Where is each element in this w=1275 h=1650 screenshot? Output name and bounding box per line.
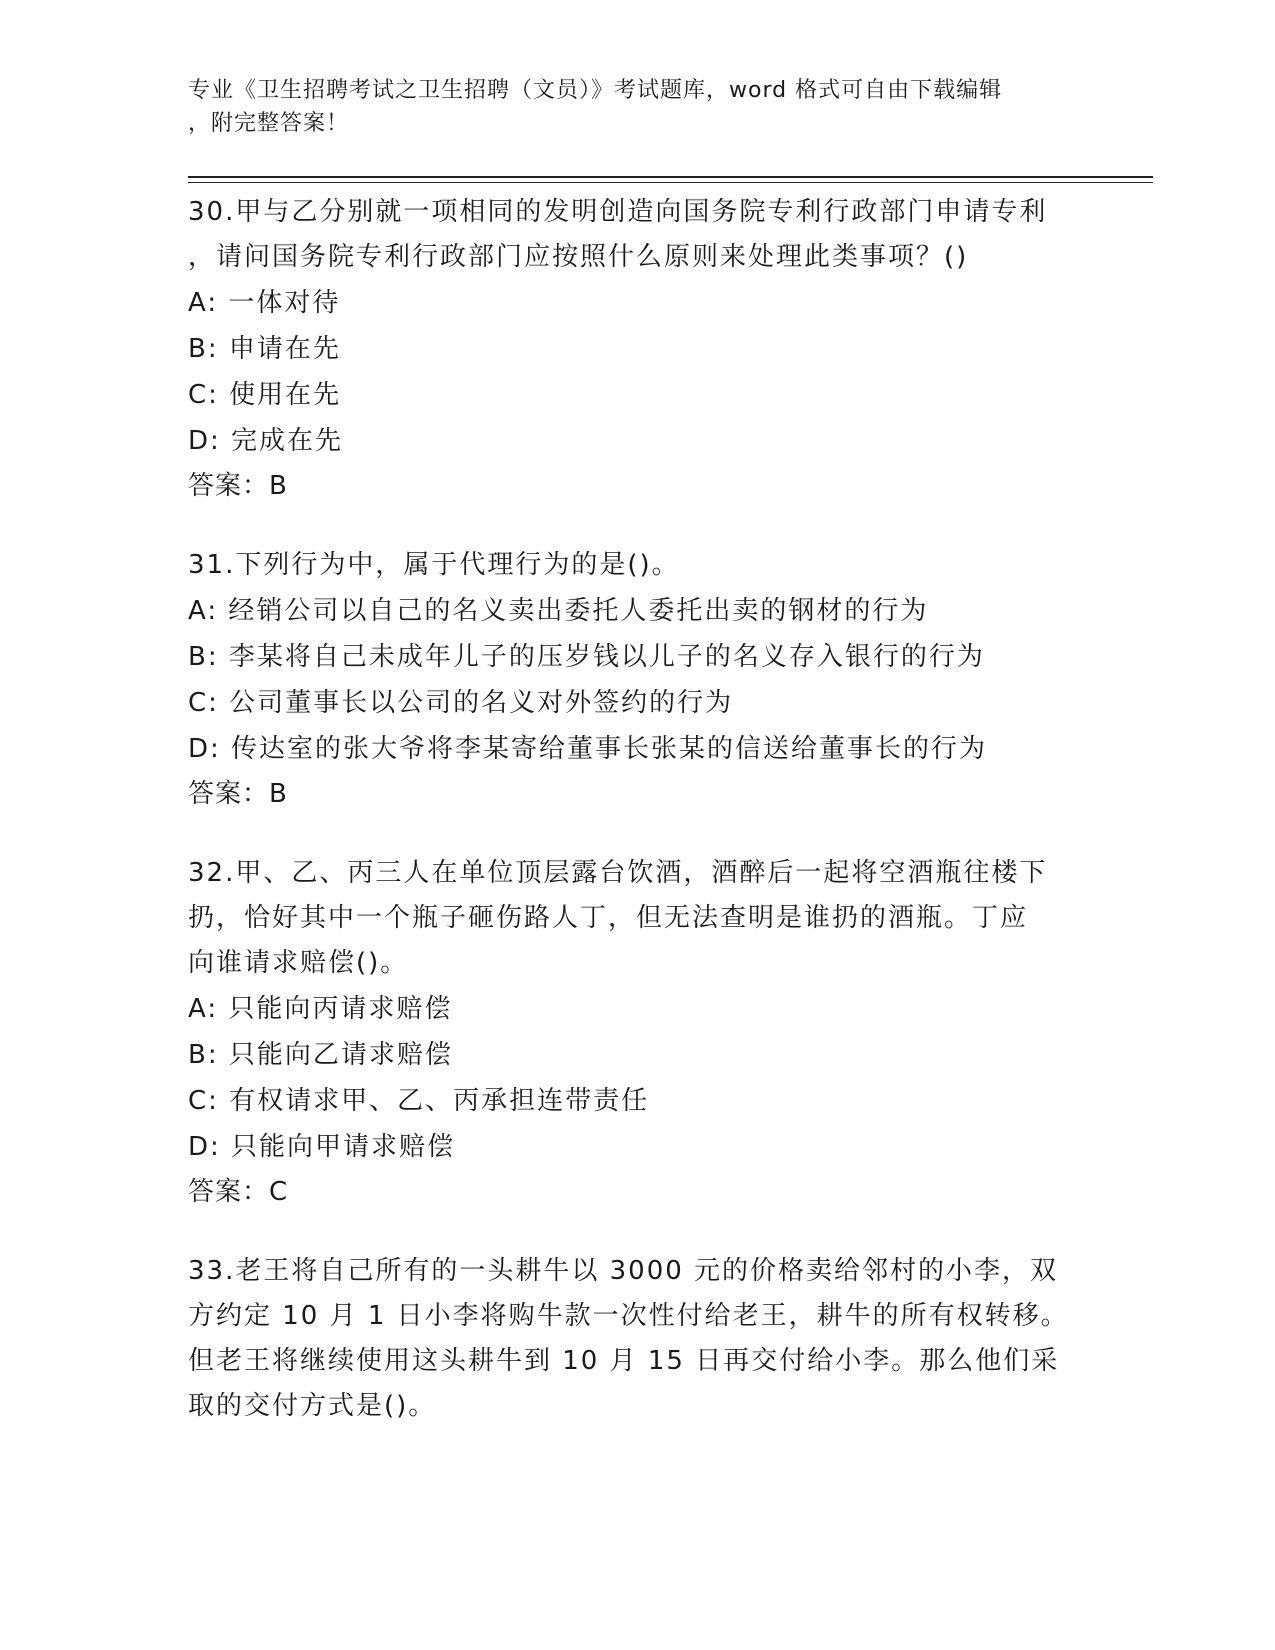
option-b: B: 李某将自己未成年儿子的压岁钱以儿子的名义存入银行的行为: [188, 642, 985, 672]
question-32: [188, 851, 1088, 1214]
option-a: A: 一体对待: [188, 288, 341, 318]
question-text-line: 30.甲与乙分别就一项相同的发明创造向国务院专利行政部门申请专利: [188, 197, 1048, 227]
option-c: C: 使用在先: [188, 380, 342, 410]
option-d: D: 完成在先: [188, 426, 344, 456]
answer: 答案：B: [188, 779, 288, 809]
header-line-1: 专业《卫生招聘考试之卫生招聘（文员）》考试题库，word 格式可自由下载编辑: [188, 78, 1003, 103]
answer: 答案：B: [188, 471, 288, 501]
question-list: [188, 190, 1088, 1464]
question-text-line: 33.老王将自己所有的一头耕牛以 3000 元的价格卖给邻村的小李，双: [188, 1256, 1059, 1286]
question-text-line: 取的交付方式是()。: [188, 1391, 437, 1421]
question-31: [188, 543, 1088, 816]
question-text-line: ，请问国务院专利行政部门应按照什么原则来处理此类事项？(): [188, 242, 969, 272]
header-line-2: ，附完整答案！: [188, 111, 350, 136]
question-text-line: 方约定 10 月 1 日小李将购牛款一次性付给老王，耕牛的所有权转移。: [188, 1301, 1069, 1331]
question-33: [188, 1249, 1088, 1429]
option-c: C: 有权请求甲、乙、丙承担连带责任: [188, 1086, 650, 1116]
option-b: B: 申请在先: [188, 334, 341, 364]
question-text-line: 32.甲、乙、丙三人在单位顶层露台饮酒，酒醉后一起将空酒瓶往楼下: [188, 858, 1048, 888]
option-a: A: 只能向丙请求赔偿: [188, 994, 453, 1024]
answer: 答案：C: [188, 1177, 289, 1207]
header-divider-top: [188, 176, 1153, 178]
option-d: D: 只能向甲请求赔偿: [188, 1132, 456, 1162]
question-text-line: 扔，恰好其中一个瓶子砸伤路人丁，但无法查明是谁扔的酒瓶。丁应: [188, 903, 1029, 933]
document-header: [188, 74, 1068, 140]
option-b: B: 只能向乙请求赔偿: [188, 1040, 453, 1070]
option-c: C: 公司董事长以公司的名义对外签约的行为: [188, 688, 734, 718]
question-text-line: 但老王将继续使用这头耕牛到 10 月 15 日再交付给小李。那么他们采: [188, 1346, 1060, 1376]
option-d: D: 传达室的张大爷将李某寄给董事长张某的信送给董事长的行为: [188, 734, 988, 764]
question-text-line: 31.下列行为中，属于代理行为的是()。: [188, 550, 680, 580]
option-a: A: 经销公司以自己的名义卖出委托人委托出卖的钢材的行为: [188, 596, 929, 626]
question-30: [188, 190, 1088, 508]
question-text-line: 向谁请求赔偿()。: [188, 948, 409, 978]
header-divider-bottom: [188, 182, 1153, 183]
